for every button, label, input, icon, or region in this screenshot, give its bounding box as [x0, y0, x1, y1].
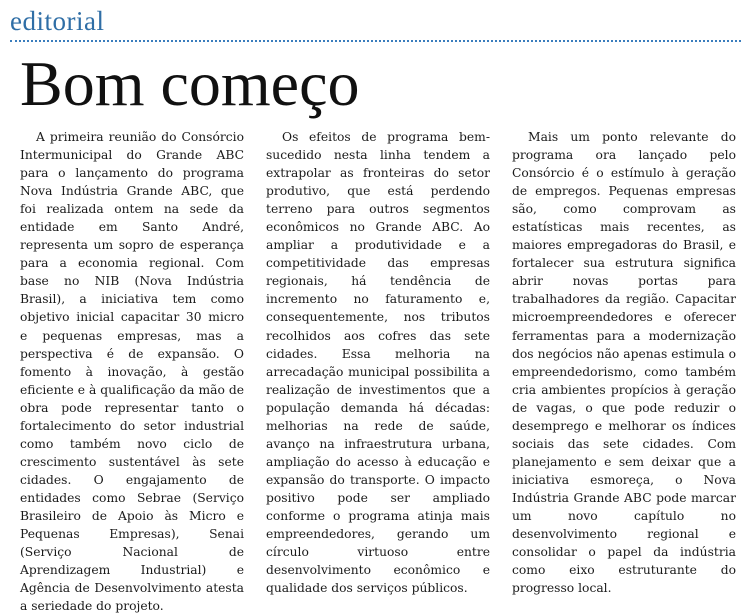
- paragraph: Mais um ponto relevante do programa ora lançado pelo Consórcio é o estímulo à geração de empregos. Pequenas empresas são, como comprovam as estatísticas mais recentes, as maiores empregadoras do Brasil, e fortalecer sua estrutura significa abrir novas portas para trabalhadores da região. Capacitar microempreendedores e oferecer ferramentas para a modernização dos negócios não apenas estimula o empreendedorismo, como também cria ambientes propícios à geração de vagas, o que pode reduzir o desemprego e melhorar os índices sociais das sete cidades. Com planejamento e sem deixar que a iniciativa esmoreça, o Nova Indústria Grande ABC pode marcar um novo capítulo no desenvolvimento regional e consolidar o papel da indústria como eixo estruturante do progresso local.: [512, 130, 736, 596]
- article-column-2: [266, 128, 490, 596]
- article-body: [20, 128, 736, 614]
- paragraph: Os efeitos de programa bem-sucedido nesta linha tendem a extrapolar as fronteiras do setor produtivo, que está perdendo terreno para outros segmentos econômicos no Grande ABC. Ao ampliar a produtividade e a competitividade das empresas regionais, há tendência de incremento no faturamento e, consequentemente, nos tributos recolhidos aos cofres das sete cidades. Essa melhoria na arrecadação municipal possibilita a realização de investimentos que a população demanda há décadas: melhorias na rede de saúde, avanço na infraestrutura urbana, ampliação do acesso à educação e expansão do transporte. O impacto positivo pode ser ampliado conforme o programa atinja mais empreendedores, gerando um círculo virtuoso entre desenvolvimento econômico e qualidade dos serviços públicos.: [266, 130, 490, 596]
- paragraph: A primeira reunião do Consórcio Intermunicipal do Grande ABC para o lançamento do programa Nova Indústria Grande ABC, que foi realizada ontem na sede da entidade em Santo André, representa um sopro de esperança para a economia regional. Com base no NIB (Nova Indústria Brasil), a iniciativa tem como objetivo inicial capacitar 30 micro e pequenas empresas, mas a perspectiva é de expansão. O fomento à inovação, à gestão eficiente e à qualificação da mão de obra pode representar tanto o fortalecimento do setor industrial como também novo ciclo de crescimento sustentável às sete cidades. O engajamento de entidades como Sebrae (Serviço Brasileiro de Apoio às Micro e Pequenas Empresas), Senai (Serviço Nacional de Aprendizagem Industrial) e Agência de Desenvolvimento atesta a seriedade do projeto.: [20, 130, 244, 614]
- headline: Bom começo: [20, 48, 360, 119]
- article-column-3: [512, 128, 736, 596]
- article-column-1: [20, 128, 244, 614]
- section-label: editorial: [10, 6, 105, 36]
- section-divider: [10, 40, 741, 42]
